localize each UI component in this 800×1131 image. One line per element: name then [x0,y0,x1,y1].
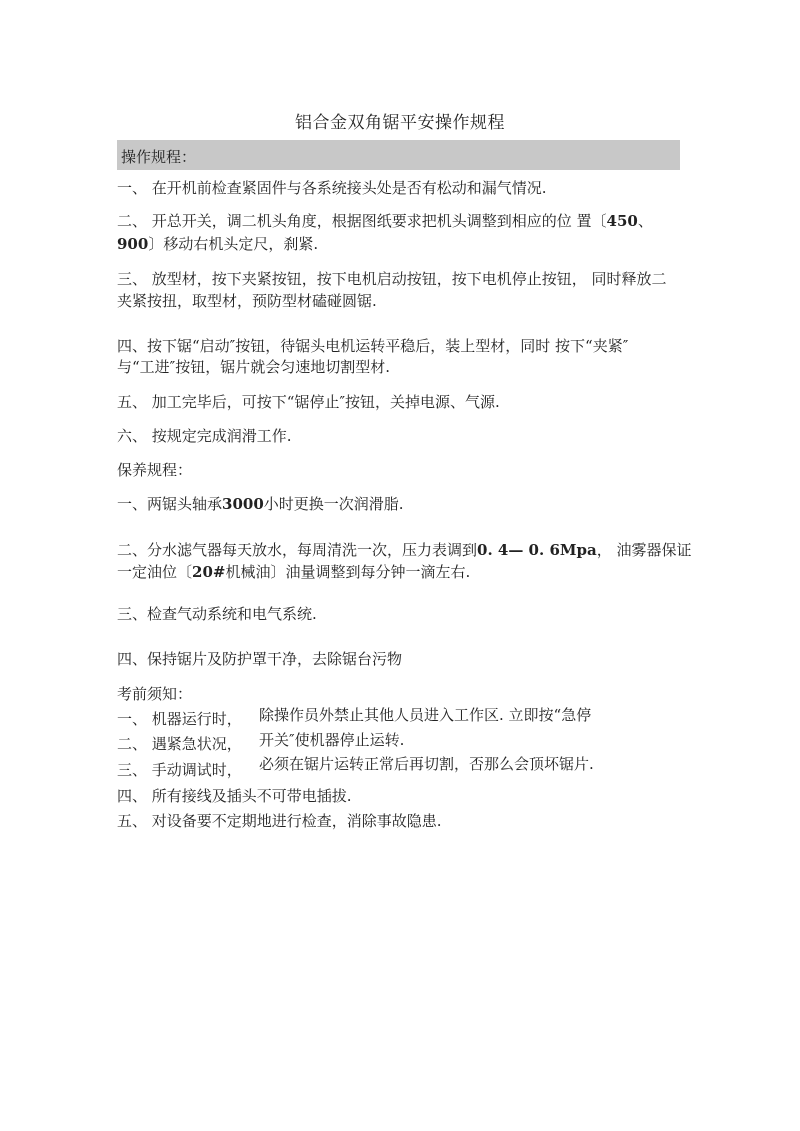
operation-item-6: 六、 按规定完成润滑工作. [117,427,292,445]
operation-item-2-value-450: 450 [606,212,638,230]
maintenance-item-1-text-c: 小时更换一次润滑脂. [263,495,404,513]
exam-item-5: 五、 对设备要不定期地进行检查，消除事故隐患. [117,812,442,830]
exam-item-1-left: 一、 机器运行时， [117,710,242,728]
operation-item-2-text-a: 二、 开总开关，调二机头角度，根据图纸要求把机头调整到相应的位 置〔 [117,212,607,230]
operation-item-5: 五、 加工完毕后，可按下“锯停止″按钮，关掉电源、气源. [117,393,500,411]
exam-item-2-left: 二、 遇紧急状况， [117,735,242,753]
maintenance-heading: 保养规程： [117,461,193,479]
operation-item-2-text-d: 〕移动右机头定尺，刹紧. [148,235,319,253]
maintenance-item-2-line-1 [117,539,691,561]
maintenance-item-2-text-a: 二、分水滤气器每天放水，每周清洗一次，压力表调到 [117,541,478,559]
operation-item-2-text-c: 、 [637,212,653,230]
operation-heading: 操作规程： [121,148,197,166]
operation-heading-bar [117,140,680,170]
operation-item-4-line-2: 与“工进″按钮，锯片就会匀速地切割型材. [117,358,391,376]
exam-item-2-right: 开关″使机器停止运转. [259,731,405,749]
operation-item-4-line-1: 四、按下锯“启动″按钮，待锯头电机运转平稳后，装上型材，同时 按下“夹紧″ [117,337,629,355]
maintenance-item-2-text-f: 机械油〕油量调整到每分钟一滴左右. [225,563,471,581]
maintenance-item-1-text-a: 一、两锯头轴承 [117,495,223,513]
maintenance-item-2-text-d: 一定油位〔 [117,563,193,581]
operation-item-2-line-2 [117,233,318,255]
operation-item-2-line-1 [117,210,653,232]
exam-heading: 考前须知： [117,685,193,703]
operation-item-3-line-2: 夹紧按扭，取型材，预防型材磕碰圆锯. [117,292,377,310]
exam-item-3-right: 必须在锯片运转正常后再切割，否那么会顶坏锯片. [259,755,594,773]
exam-item-4: 四、 所有接线及插头不可带电插拔. [117,787,352,805]
operation-item-1: 一、 在开机前检查紧固件与各系统接头处是否有松动和漏气情况. [117,179,547,197]
maintenance-item-2-pressure: 0. 4— 0. 6Mpa [477,541,597,559]
maintenance-item-2-line-2 [117,561,470,583]
maintenance-item-4: 四、保持锯片及防护罩干净，去除锯台污物 [117,650,403,668]
exam-item-1-right: 除操作员外禁止其他人员进入工作区. 立即按“急停 [259,706,592,724]
operation-item-3-line-1: 三、 放型材，按下夹紧按钮，按下电机启动按钮，按下电机停止按钮， 同时释放二 [117,270,667,288]
maintenance-item-3: 三、检查气动系统和电气系统. [117,605,317,623]
maintenance-item-2-oil-grade: 20# [192,563,226,581]
maintenance-item-1 [117,493,404,515]
document-title: 铝合金双角锯平安操作规程 [295,113,505,133]
maintenance-item-1-hours: 3000 [222,495,264,513]
operation-item-2-value-900: 900 [117,235,149,253]
maintenance-item-2-text-c: ， 油雾器保证 [596,541,692,559]
exam-item-3-left: 三、 手动调试时， [117,761,242,779]
